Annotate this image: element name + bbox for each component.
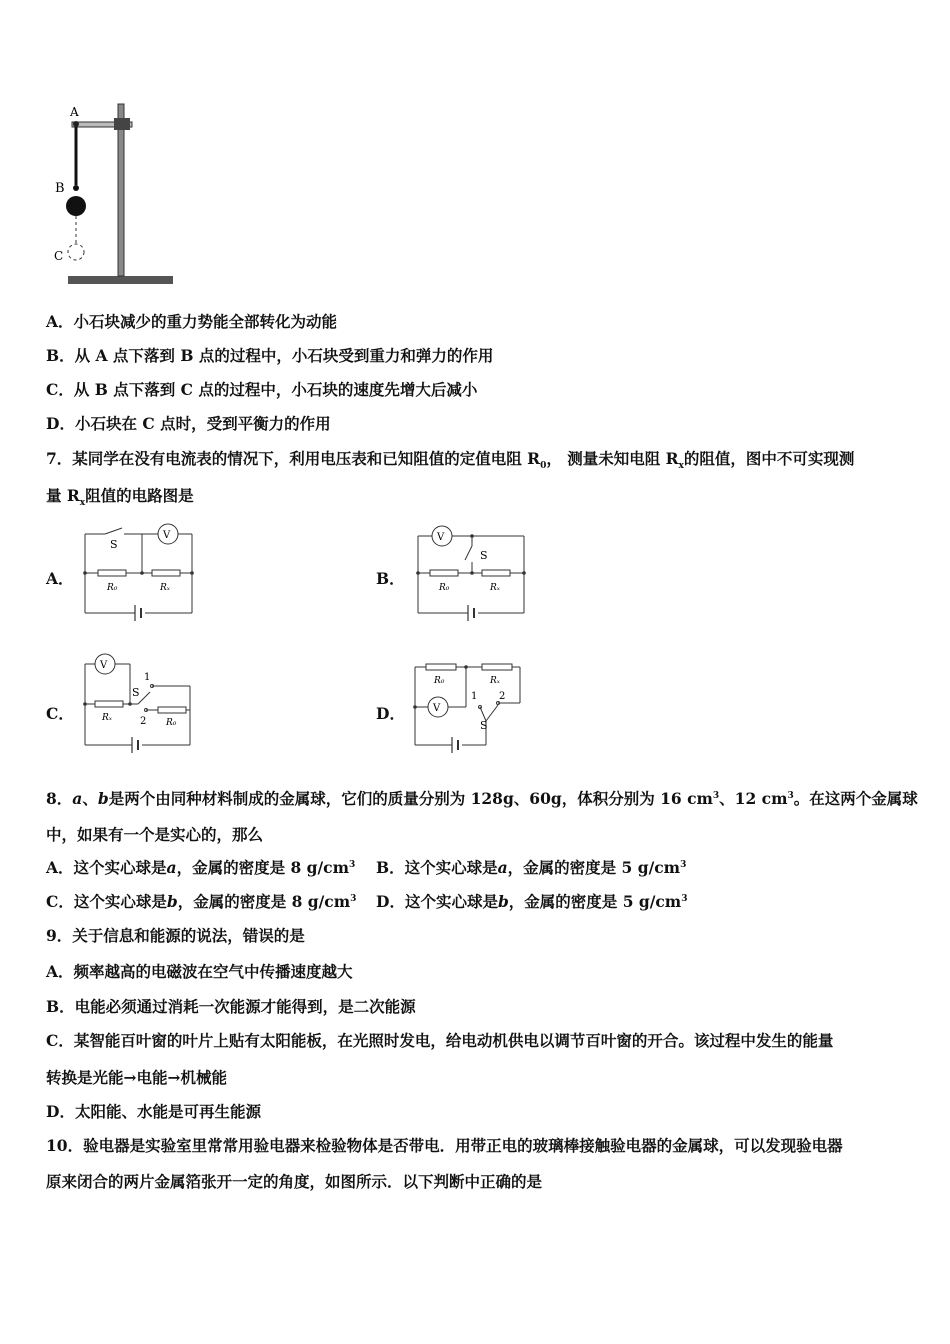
r0-label: R₀: [439, 583, 450, 593]
q9-option-c-cont: 转换是光能→电能→机械能: [46, 1068, 227, 1087]
q9-option-a: A．频率越高的电磁波在空气中传播速度越大: [46, 962, 353, 981]
q9-stem: 9．关于信息和能源的说法，错误的是: [46, 926, 305, 945]
circuit-c: [80, 652, 205, 757]
q7-option-d-label: D．: [376, 704, 405, 723]
label-a: A: [70, 105, 79, 119]
q7-option-c-label: C．: [46, 704, 74, 723]
label-b: B: [55, 181, 65, 196]
stand-clamp: [114, 118, 130, 130]
pos1-label: 1: [144, 672, 151, 683]
circuit-a: [80, 520, 200, 625]
q6-option-c: C．从 B 点下落到 C 点的过程中，小石块的速度先增大后减小: [46, 380, 478, 399]
circuit-b: [410, 520, 535, 625]
stone: [66, 196, 86, 216]
q9-option-c: C．某智能百叶窗的叶片上贴有太阳能板，在光照时发电，给电动机供电以调节百叶窗的开合。该过程中发生的能量: [46, 1031, 834, 1050]
pos1-label: 1: [471, 691, 478, 702]
rx-label: Rₓ: [490, 676, 500, 686]
label-c: C: [54, 249, 64, 263]
circuit-d: [410, 655, 535, 760]
q8-option-a: A．这个实心球是a，金属的密度是 8 $g/cm^3$: [46, 858, 356, 877]
switch-label: S: [480, 549, 488, 562]
r0-label: R₀: [166, 718, 177, 728]
q7-option-a-label: A．: [46, 569, 74, 588]
r0-label: R₀: [434, 676, 445, 686]
q9-option-d: D．太阳能、水能是可再生能源: [46, 1102, 261, 1121]
q6-option-b: B．从 A 点下落到 B 点的过程中，小石块受到重力和弹力的作用: [46, 346, 494, 365]
pos2-label: 2: [140, 716, 147, 727]
q8-stem-line1: 8．a、b是两个由同种材料制成的金属球，它们的质量分别为 128g、60g，体积分别为 16 $cm^3$、12 $cm^3$。在这两个金属球: [46, 789, 918, 808]
switch-label: S: [132, 686, 140, 699]
q9-option-b: B．电能必须通过消耗一次能源才能得到，是二次能源: [46, 997, 416, 1016]
q8-option-d: D．这个实心球是b，金属的密度是 5 $g/cm^3$: [376, 892, 688, 911]
switch-label: S: [110, 538, 118, 551]
voltmeter-label: V: [163, 530, 171, 541]
voltmeter-label: V: [100, 660, 108, 671]
stand-base: [68, 276, 173, 284]
q7-stem-line1: 7．某同学在没有电流表的情况下，利用电压表和已知阻值的定值电阻 $R_0$， 测量未知电阻 $R_x$的阻值，图中不可实现测: [46, 449, 855, 472]
rx-label: Rₓ: [160, 583, 170, 593]
stand-figure: [50, 100, 180, 290]
voltmeter-label: V: [437, 532, 445, 543]
q7-option-b-label: B．: [376, 569, 405, 588]
q8-option-b: B．这个实心球是a，金属的密度是 5 $g/cm^3$: [376, 858, 687, 877]
stone-at-c: [68, 244, 84, 260]
point-b-marker: [73, 185, 79, 191]
switch-label: S: [480, 719, 488, 732]
point-a-marker: [73, 121, 79, 127]
r0-label: R₀: [107, 583, 118, 593]
q8-option-c: C．这个实心球是b，金属的密度是 8 $g/cm^3$: [46, 892, 357, 911]
rx-label: Rₓ: [102, 713, 112, 723]
q7-stem-line2: 量 $R_x$阻值的电路图是: [46, 486, 194, 509]
q10-stem-line1: 10．验电器是实验室里常常用验电器来检验物体是否带电．用带正电的玻璃棒接触验电器的金属球，可以发现验电器: [46, 1136, 843, 1155]
q10-stem-line2: 原来闭合的两片金属箔张开一定的角度，如图所示．以下判断中正确的是: [46, 1172, 543, 1191]
q6-option-d: D．小石块在 C 点时，受到平衡力的作用: [46, 414, 331, 433]
voltmeter-label: V: [433, 703, 441, 714]
q8-stem-line2: 中，如果有一个是实心的，那么: [46, 825, 264, 844]
pos2-label: 2: [499, 691, 506, 702]
q6-option-a: A．小石块减少的重力势能全部转化为动能: [46, 312, 338, 331]
rx-label: Rₓ: [490, 583, 500, 593]
